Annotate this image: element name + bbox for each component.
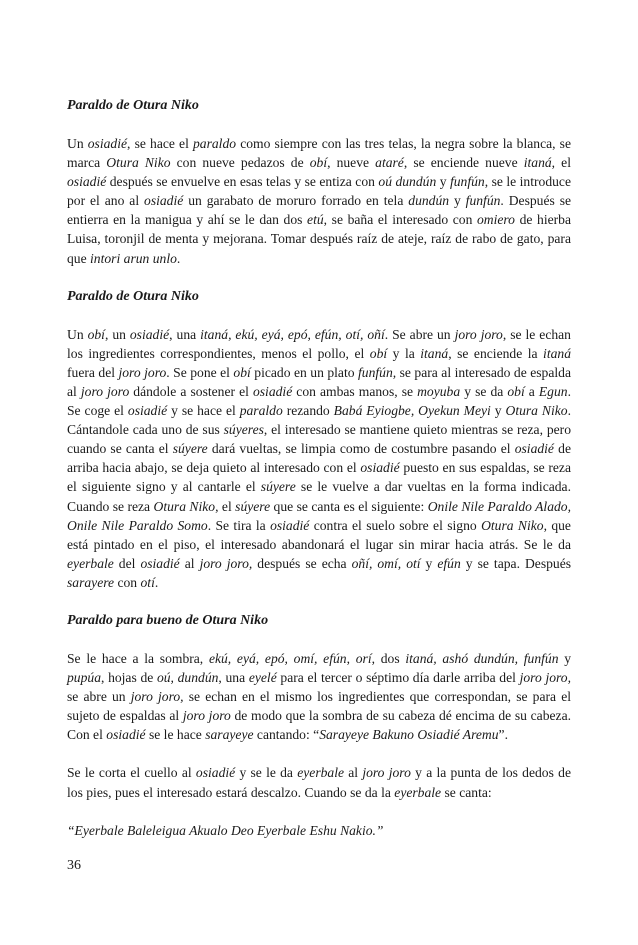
text-run: Se le hace a la sombra, [67,650,209,666]
text-run: . Se coge el [67,383,571,419]
italic-term: ataré [375,155,404,171]
text-run: . [154,574,159,590]
text-run: y [490,403,506,419]
text-run: fuera del [67,364,119,380]
italic-term: itaná [420,345,449,361]
text-run: para el tercer o séptimo día darle arriba del [276,670,520,686]
text-run: . Se pone el [166,364,234,380]
italic-term: funfún, [358,364,397,380]
text-run: y se da [460,383,508,399]
italic-term: itaná [523,155,552,171]
text-run: que se canta es el siguiente: [270,498,428,514]
section-3 [67,611,571,840]
italic-term: obí [87,326,105,342]
text-run: , se le introduce por el ano al [67,174,571,209]
italic-term: orí [355,650,372,666]
text-run: , se enciende la [448,345,544,361]
paragraph [67,763,571,801]
italic-term: Otura Niko [153,498,216,514]
text-run: , el interesado se mantiene quieto mientras se reza, pero cuando se canta el [67,422,571,457]
text-run: y [420,555,438,571]
italic-term: etú [307,212,324,228]
italic-term: eyerbale [297,765,345,781]
text-run: y se tapa. Después [460,555,572,571]
text-run: rezando [282,403,334,419]
italic-term: osiadié [252,383,293,399]
italic-term: paraldo [193,136,237,151]
text-run: , nueve [327,155,376,171]
text-run: un garabato de moruro forrado en tela [183,193,409,209]
italic-term: osiadié [127,403,168,419]
italic-term: funfún [465,193,501,209]
italic-term: joro joro [182,708,231,724]
italic-term: oú, dundún [156,670,219,686]
italic-term: pupúa [67,670,101,686]
section-1 [67,96,571,268]
italic-term: osiadié [144,193,184,209]
text-run: , un [104,326,130,342]
text-run: dándole a sostener el [129,383,253,399]
text-run: Un [67,326,88,342]
italic-term: osiadié [270,517,310,533]
italic-term: obí [507,383,525,399]
italic-term: súyere [260,479,296,495]
section-2 [67,287,571,592]
text-run: . Después se entierra en la manigua y ahí se le dan dos [67,193,572,228]
italic-term: súyere [235,498,271,514]
text-run: puesto en sus espaldas, se reza el siguiente signo y al cantarle el [67,460,571,495]
italic-term: joro joro, [130,689,184,705]
italic-term: eyelé [248,670,277,686]
italic-term: Babá Eyiogbe, Oyekun Meyi [333,403,491,419]
text-run: con [114,574,141,590]
italic-term: joro joro [80,383,130,399]
italic-term: moyuba [417,383,461,399]
paragraph [67,325,571,592]
italic-term: osiadié [195,765,236,781]
text-run: . Se abre un [384,326,455,342]
text-run: al [179,555,200,571]
text-run: , hojas de [100,670,157,686]
italic-term: funfún [449,174,485,190]
italic-term: joro joro [454,326,503,342]
text-run: Se le corta el cuello al [67,765,196,781]
italic-term: osiadié [360,460,400,476]
text-run: y a la punta de los dedos de los pies, pues el interesado estará descalzo. Cuando se da la [67,765,571,800]
italic-term: joro joro [362,765,411,781]
italic-term: otí [140,574,155,590]
italic-term: Onile Nile Paraldo Alado, Onile Nile Paraldo Somo [67,498,572,533]
text-run: se para al interesado de espalda al [67,364,571,399]
text-run: , [346,650,356,666]
paragraph [67,649,571,744]
text-run: se abre un [67,689,131,705]
text-run: contra el suelo sobre el signo [309,517,482,533]
text-run: , se enciende nueve [403,155,524,171]
italic-term: joro joro [118,364,167,380]
text-run: , se baña el interesado con [323,212,477,228]
italic-term: sarayere [67,574,115,590]
text-run: se echan en el mismo los ingredientes que correspondan, se para el sujeto de espaldas al [67,689,572,724]
text-run: , que está pintado en el piso, el interesado abandonará el lugar sin mirar hacia atrás. Se le da [67,517,571,552]
page-body [67,96,571,859]
italic-term: paraldo [239,403,283,419]
text-run: después se envuelve en esas telas y se entiza con [106,174,379,190]
text-run: . Se tira la [207,517,271,533]
text-run: , una [218,670,249,686]
text-run: como siempre con las tres telas, la negra sobre la blanca, se marca [67,136,571,171]
text-run: y [449,193,466,209]
text-run: picado en un plato [250,364,359,380]
italic-term: obí [369,345,388,361]
text-run: y [436,174,450,190]
italic-term: súyere [172,441,208,457]
text-run: , se le echan los ingredientes correspondientes, menos el pollo, el [67,326,571,361]
text-run: . [176,250,181,266]
paragraph [67,134,571,268]
italic-term: efún [437,555,461,571]
text-run: con nueve pedazos de [170,155,310,171]
text-run: , el [215,498,236,514]
italic-term: oú dundún [378,174,437,190]
text-run: Un [67,136,88,151]
italic-term: osiadié [67,174,107,190]
section-heading: Paraldo para bueno de Otura Niko [67,612,269,628]
italic-term: Sarayeye Bakuno Osiadié Aremu [319,727,499,743]
italic-term: eyerbale [394,784,442,800]
text-run: al [344,765,363,781]
italic-term: joro joro, [519,670,572,686]
text-run: de modo que la sombra de su cabeza dé encima de su cabeza. Con el [67,708,571,743]
italic-term: osiadié [87,136,128,151]
italic-term: ekú, eyá, epó, omí, efún [208,650,347,666]
text-run: se canta: [441,784,492,800]
text-run: y la [387,345,421,361]
text-run: ”. [498,727,508,743]
page-number: 36 [67,858,81,873]
italic-term: obí [309,155,328,171]
text-run: de hierba Luisa, toronjil de menta y mejorana. Tomar después raíz de ateje, raíz de rabo de gato, para que [67,212,571,266]
text-run: y se hace el [167,403,240,419]
section-heading: Paraldo de Otura Niko [67,288,199,304]
text-run: , se hace el [127,136,193,151]
text-run: se le vuelve a dar vueltas en la forma indicada. Cuando se reza [67,479,571,514]
text-run: de arriba hacia abajo, se deja quieto al interesado con el [67,441,571,476]
italic-term: Otura Niko [505,403,568,419]
text-run: cantando: “ [253,727,320,743]
text-run: del [113,555,141,571]
italic-term: oñí, omí, otí [351,555,421,571]
text-run: . Cántandole cada uno de sus [67,403,571,438]
italic-term: Otura Niko [481,517,544,533]
text-run: con ambas manos, se [292,383,418,399]
italic-term: itaná, ekú, eyá, epó, efún, otí, oñí [200,326,385,342]
italic-term: osiadié [129,326,170,342]
italic-term: intori arun unlo [90,250,177,266]
italic-term: Egun [538,383,568,399]
text-run: , una [169,326,201,342]
italic-term: itaná [543,345,571,361]
text-run: y se le da [235,765,298,781]
italic-term: itaná, ashó dundún, funfún [405,650,559,666]
closing-chant [67,821,571,840]
italic-term: obí [233,364,251,380]
text-run: dará vueltas, se limpia como de costumbre pasando el [207,441,515,457]
text-run: , el [551,155,571,171]
text-run: después se echa [252,555,352,571]
text-run: a [524,383,539,399]
italic-term: dundún [408,193,450,209]
italic-term: osiadié [140,555,180,571]
italic-term: súyeres [223,422,264,438]
italic-term: osiadié [106,727,146,743]
text-run: se le hace [145,727,206,743]
italic-term: osiadié [514,441,554,457]
text-run: , dos [371,650,406,666]
italic-term: “Eyerbale Baleleigua Akualo Deo Eyerbale Eshu Nakio.” [67,822,384,838]
text-run: y [558,650,572,666]
italic-term: sarayeye [205,727,254,743]
italic-term: Otura Niko [106,155,171,171]
italic-term: eyerbale [67,555,114,571]
italic-term: omiero [476,212,515,228]
section-heading: Paraldo de Otura Niko [67,98,199,113]
italic-term: joro joro, [199,555,253,571]
